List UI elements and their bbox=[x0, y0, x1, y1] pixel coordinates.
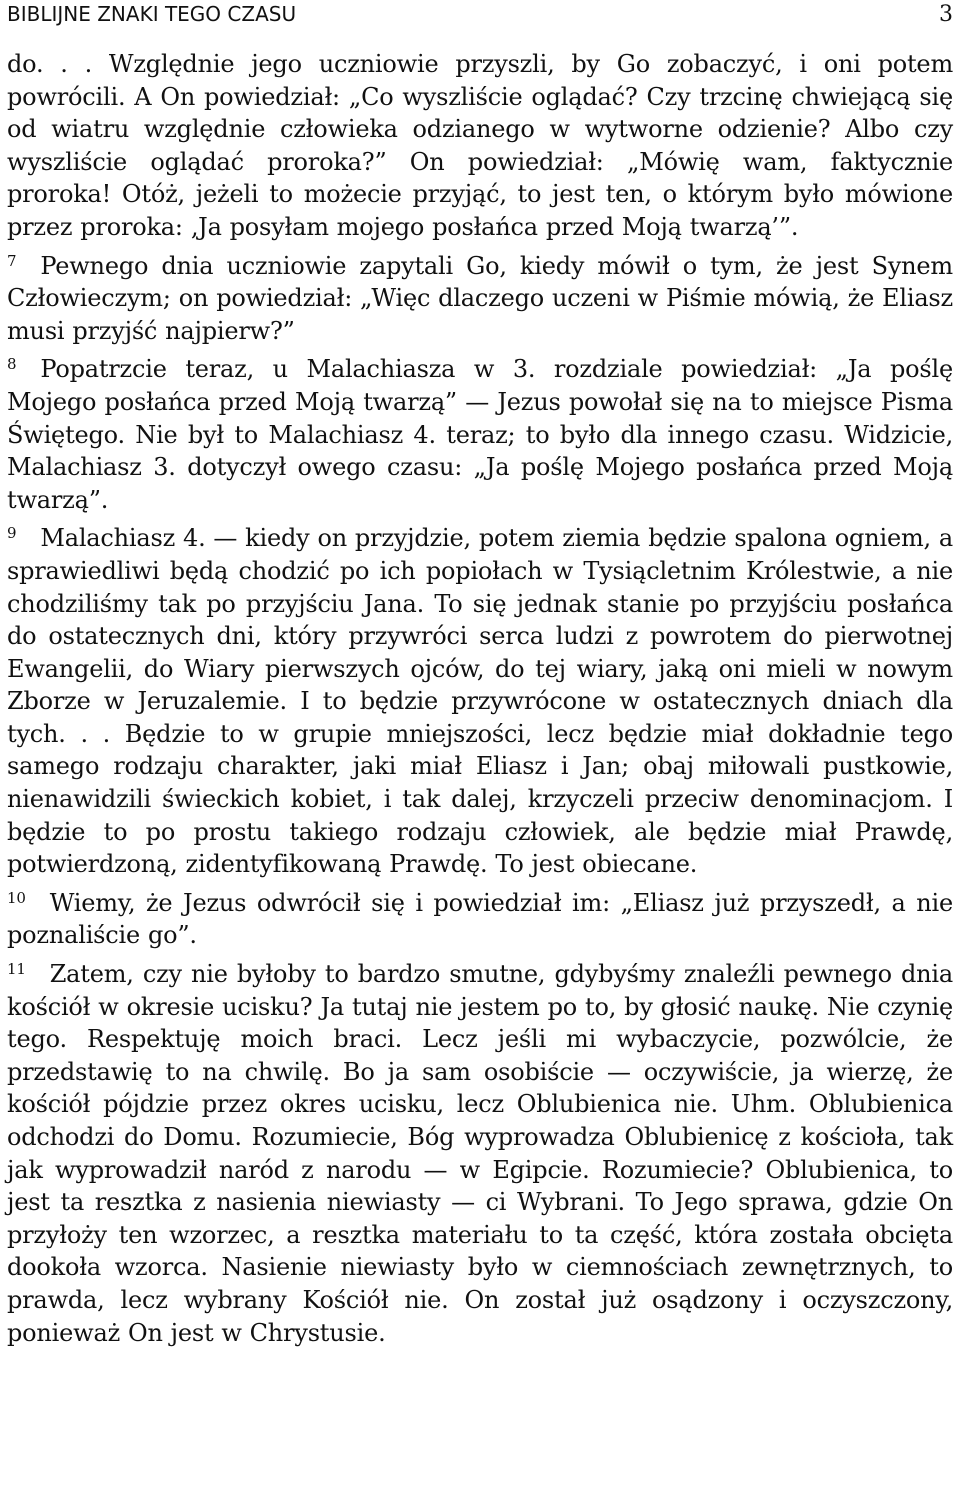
paragraph-text: Popatrzcie teraz, u Malachiasza w 3. rozdziale powiedział: „Ja poślę Mojego posłańca przed Moją twarzą” — Jezus powołał się na to miejsce Pisma Świętego. Nie był to Malachiasz 4. teraz; to było dla innego czasu. Widzicie, Malachiasz 3. dotyczył owego czasu: „Ja poślę Mojego posłańca przed Moją twarzą”. bbox=[7, 355, 953, 514]
verse-number: 11 bbox=[7, 960, 26, 979]
book-title: BIBLIJNE ZNAKI TEGO CZASU bbox=[7, 2, 297, 26]
paragraph-10 bbox=[7, 887, 953, 952]
paragraph-9 bbox=[7, 522, 953, 881]
verse-number: 9 bbox=[7, 524, 17, 543]
verse-number: 8 bbox=[7, 355, 17, 374]
page-number: 3 bbox=[939, 2, 953, 27]
verse-number: 7 bbox=[7, 251, 17, 270]
paragraph-7 bbox=[7, 250, 953, 348]
paragraph-continuation bbox=[7, 48, 953, 244]
paragraph-text: Zatem, czy nie byłoby to bardzo smutne, gdybyśmy znaleźli pewnego dnia kościół w okresie ucisku? Ja tutaj nie jestem po to, by głosić naukę. Nie czynię tego. Respektuję moich braci. Lecz jeśli mi wybaczycie, pozwólcie, że przedstawię to na chwilę. Bo ja sam osobiście — oczywiście, ja wierzę, że kościół pójdzie przez okres ucisku, lecz Oblubienica nie. Uhm. Oblubienica odchodzi do Domu. Rozumiecie, Bóg wyprowadza Oblubienicę z kościoła, tak jak wyprowadził naród z narodu — w Egipcie. Rozumiecie? Oblubienica, to jest ta resztka z nasienia niewiasty — ci Wybrani. To Jego sprawa, gdzie On przyłoży ten wzorzec, a resztka materiału to ta część, która została obcięta dookoła wzorca. Nasienie niewiasty było w ciemnościach zewnętrznych, to prawda, lecz wybrany Kościół nie. On został już osądzony i oczyszczony, ponieważ On jest w Chrystusie. bbox=[7, 960, 953, 1347]
paragraph-text: do. . . Względnie jego uczniowie przyszli, by Go zobaczyć, i oni potem powrócili. A On powiedział: „Co wyszliście oglądać? Czy trzcinę chwiejącą się od wiatru względnie człowieka odzianego w wytworne odzienie? Albo czy wyszliście oglądać proroka?” On powiedział: „Mówię wam, faktycznie proroka! Otóż, jeżeli to możecie przyjąć, to jest ten, o którym było mówione przez proroka: ‚Ja posyłam mojego posłańca przed Moją twarzą’”. bbox=[7, 50, 953, 241]
running-header bbox=[7, 0, 953, 46]
paragraph-8 bbox=[7, 353, 953, 516]
paragraph-11 bbox=[7, 958, 953, 1349]
document-page bbox=[7, 0, 953, 1349]
paragraph-text: Malachiasz 4. — kiedy on przyjdzie, potem ziemia będzie spalona ogniem, a sprawiedliwi będą chodzić po ich popiołach w Tysiącletnim Królestwie, a nie chodziliśmy tak po przyjściu Jana. To się jednak stanie po przyjściu posłańca do ostatecznych dni, który przywróci serca ludzi z powrotem do pierwotnej Ewangelii, do Wiary pierwszych ojców, do tej wiary, jaką oni mieli w nowym Zborze w Jeruzalemie. I to będzie przywrócone w ostatecznych dniach dla tych. . . Będzie to w grupie mniejszości, lecz będzie miał dokładnie tego samego rodzaju charakter, jaki miał Eliasz i Jan; obaj miłowali pustkowie, nienawidzili świeckich kobiet, i tak dalej, krzyczeli przeciw denominacjom. I będzie to po prostu takiego rodzaju człowiek, ale będzie miał Prawdę, potwierdzoną, zidentyfikowaną Prawdę. To jest obiecane. bbox=[7, 524, 953, 879]
paragraph-text: Wiemy, że Jezus odwrócił się i powiedział im: „Eliasz już przyszedł, a nie poznaliście go”. bbox=[7, 888, 953, 950]
verse-number: 10 bbox=[7, 888, 26, 907]
paragraph-text: Pewnego dnia uczniowie zapytali Go, kiedy mówił o tym, że jest Synem Człowieczym; on powiedział: „Więc dlaczego uczeni w Piśmie mówią, że Eliasz musi przyjść najpierw?” bbox=[7, 251, 953, 345]
